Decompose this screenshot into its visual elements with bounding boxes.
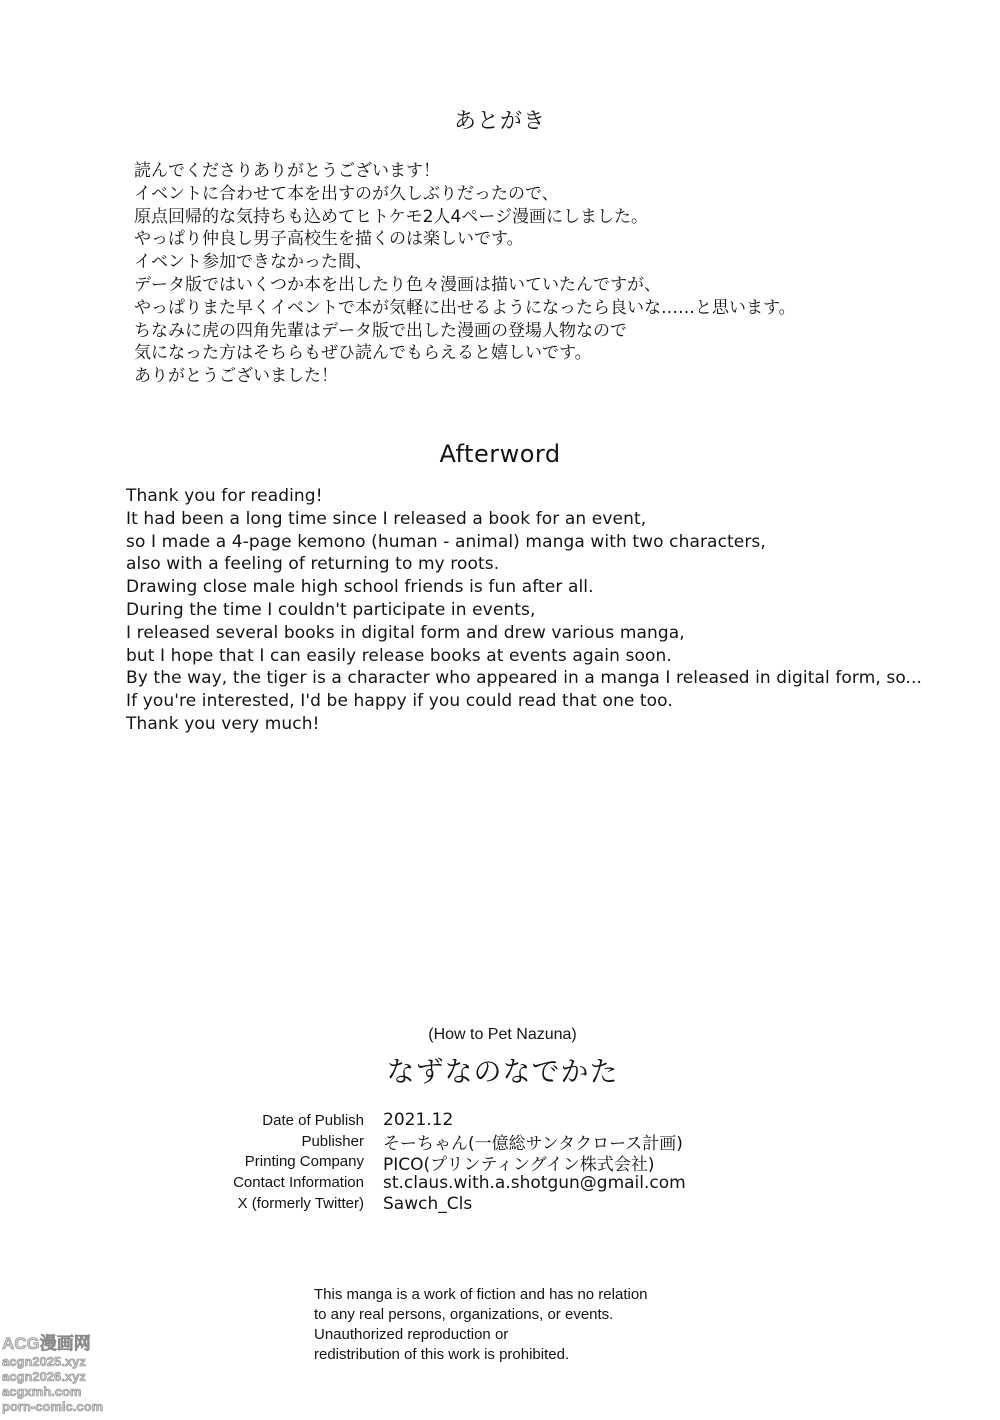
colophon-row-contact — [180, 1172, 820, 1193]
english-afterword-line: Thank you very much! — [126, 713, 320, 734]
colophon-label: X (formerly Twitter) — [237, 1195, 364, 1213]
disclaimer-line: to any real persons, organizations, or events. — [314, 1306, 614, 1323]
colophon-row-publisher — [180, 1131, 820, 1152]
watermark-domain: acgn2025.xyz — [2, 1354, 86, 1369]
colophon-value: Sawch_Cls — [383, 1193, 473, 1214]
book-subtitle: (How to Pet Nazuna) — [428, 1026, 577, 1043]
japanese-afterword-line: やっぱり仲良し男子高校生を描くのは楽しいです。 — [134, 229, 524, 250]
japanese-afterword-line: やっぱりまた早くイベントで本が気軽に出せるようになったら良いな……と思います。 — [134, 297, 796, 318]
colophon-value: st.claus.with.a.shotgun@gmail.com — [383, 1172, 686, 1193]
english-afterword-line: During the time I couldn't participate in events, — [126, 599, 536, 620]
disclaimer — [314, 1285, 734, 1365]
japanese-afterword-line: イベント参加できなかった間、 — [134, 252, 372, 273]
disclaimer-line: Unauthorized reproduction or — [314, 1326, 509, 1343]
japanese-afterword-line: イベントに合わせて本を出すのが久しぶりだったので、 — [134, 183, 559, 204]
colophon-table — [180, 1110, 820, 1214]
english-afterword-body — [126, 485, 986, 736]
colophon-label: Contact Information — [233, 1174, 364, 1192]
japanese-afterword-line: 気になった方はそちらもぜひ読んでもらえると嬉しいです。 — [134, 343, 592, 364]
colophon-value: PICO(プリンティングイン株式会社) — [383, 1154, 655, 1175]
english-afterword-line: If you're interested, I'd be happy if you could read that one too. — [126, 691, 673, 712]
english-afterword-line: Drawing close male high school friends is fun after all. — [126, 577, 594, 598]
colophon-row-social — [180, 1193, 820, 1214]
japanese-afterword-line: ありがとうございました！ — [134, 366, 338, 387]
japanese-afterword-line: データ版ではいくつか本を出したり色々漫画は描いていたんですが、 — [134, 274, 661, 295]
english-afterword-line: so I made a 4-page kemono (human - animal) manga with two characters, — [126, 531, 766, 552]
colophon-value: 2021.12 — [383, 1110, 454, 1131]
english-afterword-line: also with a feeling of returning to my roots. — [126, 554, 500, 575]
colophon-label: Date of Publish — [262, 1111, 364, 1129]
site-watermark — [2, 1334, 120, 1414]
book-title: なずなのなでかた — [386, 1055, 619, 1088]
colophon-row-printer — [180, 1152, 820, 1173]
english-afterword-line: I released several books in digital form and drew various manga, — [126, 622, 685, 643]
colophon-row-date — [180, 1110, 820, 1131]
japanese-afterword-title: あとがき — [453, 109, 546, 134]
english-afterword-line: By the way, the tiger is a character who appeared in a manga I released in digital form, so... — [126, 668, 923, 689]
watermark-domain: acgxmh.com — [2, 1384, 82, 1399]
japanese-afterword-body — [134, 160, 974, 388]
japanese-afterword-line: ちなみに虎の四角先輩はデータ版で出した漫画の登場人物なので — [134, 320, 627, 341]
english-afterword-line: It had been a long time since I released a book for an event, — [126, 508, 647, 529]
japanese-afterword-line: 読んでくださりありがとうございます！ — [134, 161, 440, 181]
watermark-domain: acgn2026.xyz — [2, 1369, 86, 1384]
english-afterword-line: but I hope that I can easily release books at events again soon. — [126, 645, 672, 666]
colophon-label: Publisher — [301, 1132, 364, 1150]
disclaimer-line: redistribution of this work is prohibited. — [314, 1346, 570, 1363]
english-afterword-line: Thank you for reading! — [126, 486, 323, 506]
english-afterword-title: Afterword — [439, 440, 561, 468]
colophon-value: そーちゃん(一億総サンタクロース計画) — [383, 1133, 683, 1154]
japanese-afterword-line: 原点回帰的な気持ちも込めてヒトケモ2人4ページ漫画にしました。 — [134, 206, 648, 227]
colophon-label: Printing Company — [244, 1153, 364, 1171]
disclaimer-line: This manga is a work of fiction and has no relation — [314, 1286, 648, 1303]
watermark-domain: porn-comic.com — [2, 1399, 104, 1414]
watermark-brand: ACG漫画网 — [2, 1334, 91, 1353]
